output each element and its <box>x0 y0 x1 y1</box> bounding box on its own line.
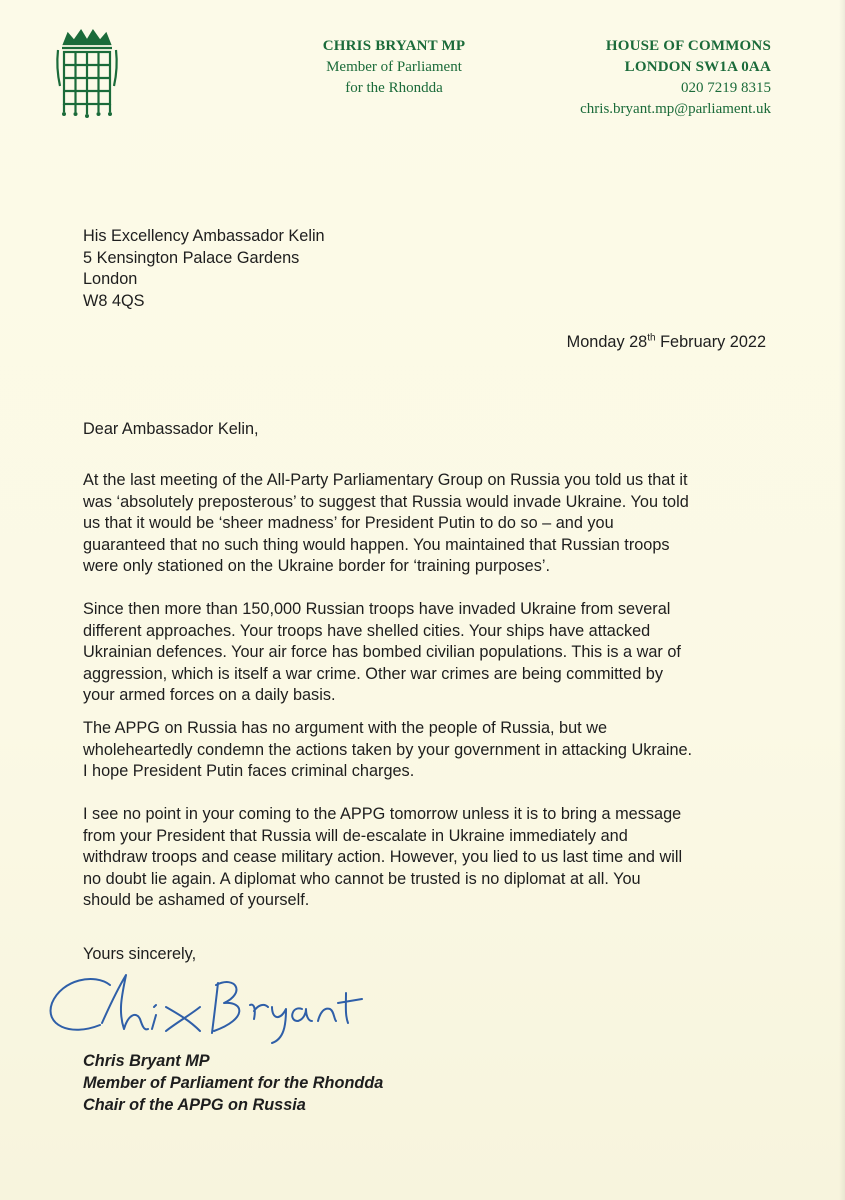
paragraph-4 <box>83 804 773 912</box>
text-line: from your President that Russia will de-escalate in Ukraine immediately and <box>83 826 628 845</box>
closing: Yours sincerely, <box>83 945 197 963</box>
recipient-address <box>83 226 325 312</box>
recipient-line: W8 4QS <box>83 291 145 310</box>
text-line: Ukrainian defences. Your air force has bombed civilian populations. This is a war of <box>83 643 681 662</box>
date-ordinal: th <box>647 332 656 344</box>
date-day: Monday 28 <box>566 333 648 351</box>
recipient-line: London <box>83 270 138 289</box>
text-line: The APPG on Russia has no argument with the people of Russia, but we <box>83 719 608 737</box>
signatory-title: Member of Parliament for the Rhondda <box>83 1074 384 1092</box>
text-line: withdraw troops and cease military action. However, you lied to us last time and will <box>83 848 683 867</box>
text-line: were only stationed on the Ukraine border for ‘training purposes’. <box>83 557 550 576</box>
recipient-line: His Excellency Ambassador Kelin <box>83 227 325 245</box>
text-line: your armed forces on a daily basis. <box>83 686 336 705</box>
text-line: should be ashamed of yourself. <box>83 891 310 910</box>
sender-constituency: for the Rhondda <box>345 80 443 96</box>
text-line: At the last meeting of the All-Party Parliamentary Group on Russia you told us that it <box>83 471 688 489</box>
page-edge-shadow <box>839 0 845 1200</box>
text-line: Since then more than 150,000 Russian troops have invaded Ukraine from several <box>83 600 671 618</box>
signature-block <box>83 1050 383 1116</box>
portcullis-icon <box>54 28 120 120</box>
text-line: I see no point in your coming to the APPG tomorrow unless it is to bring a message <box>83 805 682 823</box>
letter-date <box>567 332 766 354</box>
letterhead-sender <box>314 36 474 99</box>
paragraph-3 <box>83 718 773 783</box>
house-name: HOUSE OF COMMONS <box>605 38 771 54</box>
recipient-line: 5 Kensington Palace Gardens <box>83 248 300 267</box>
text-line: no doubt lie again. A diplomat who cannot be trusted is no diplomat at all. You <box>83 869 641 888</box>
letterhead-address <box>531 36 771 120</box>
phone-number: 020 7219 8315 <box>681 80 771 96</box>
sender-name: CHRIS BRYANT MP <box>322 38 466 54</box>
date-month-year: February 2022 <box>655 333 766 351</box>
text-line: wholeheartedly condemn the actions taken by your government in attacking Ukraine. <box>83 740 693 759</box>
text-line: guaranteed that no such thing would happen. You maintained that Russian troops <box>83 535 670 554</box>
text-line: different approaches. Your troops have shelled cities. Your ships have attacked <box>83 621 651 640</box>
email-address: chris.bryant.mp@parliament.uk <box>580 101 771 117</box>
sender-role: Member of Parliament <box>326 59 462 75</box>
handwritten-signature <box>40 945 370 1045</box>
text-line: I hope President Putin faces criminal charges. <box>83 762 415 781</box>
salutation: Dear Ambassador Kelin, <box>83 420 259 438</box>
signatory-name: Chris Bryant MP <box>83 1052 210 1070</box>
paragraph-2 <box>83 599 773 707</box>
signatory-role: Chair of the APPG on Russia <box>83 1096 306 1114</box>
text-line: was ‘absolutely preposterous’ to suggest that Russia would invade Ukraine. You told <box>83 492 689 511</box>
text-line: aggression, which is itself a war crime. Other war crimes are being committed by <box>83 664 663 683</box>
paragraph-1 <box>83 470 773 578</box>
text-line: us that it would be ‘sheer madness’ for President Putin to do so – and you <box>83 514 614 533</box>
city-postcode: LONDON SW1A 0AA <box>624 59 771 75</box>
